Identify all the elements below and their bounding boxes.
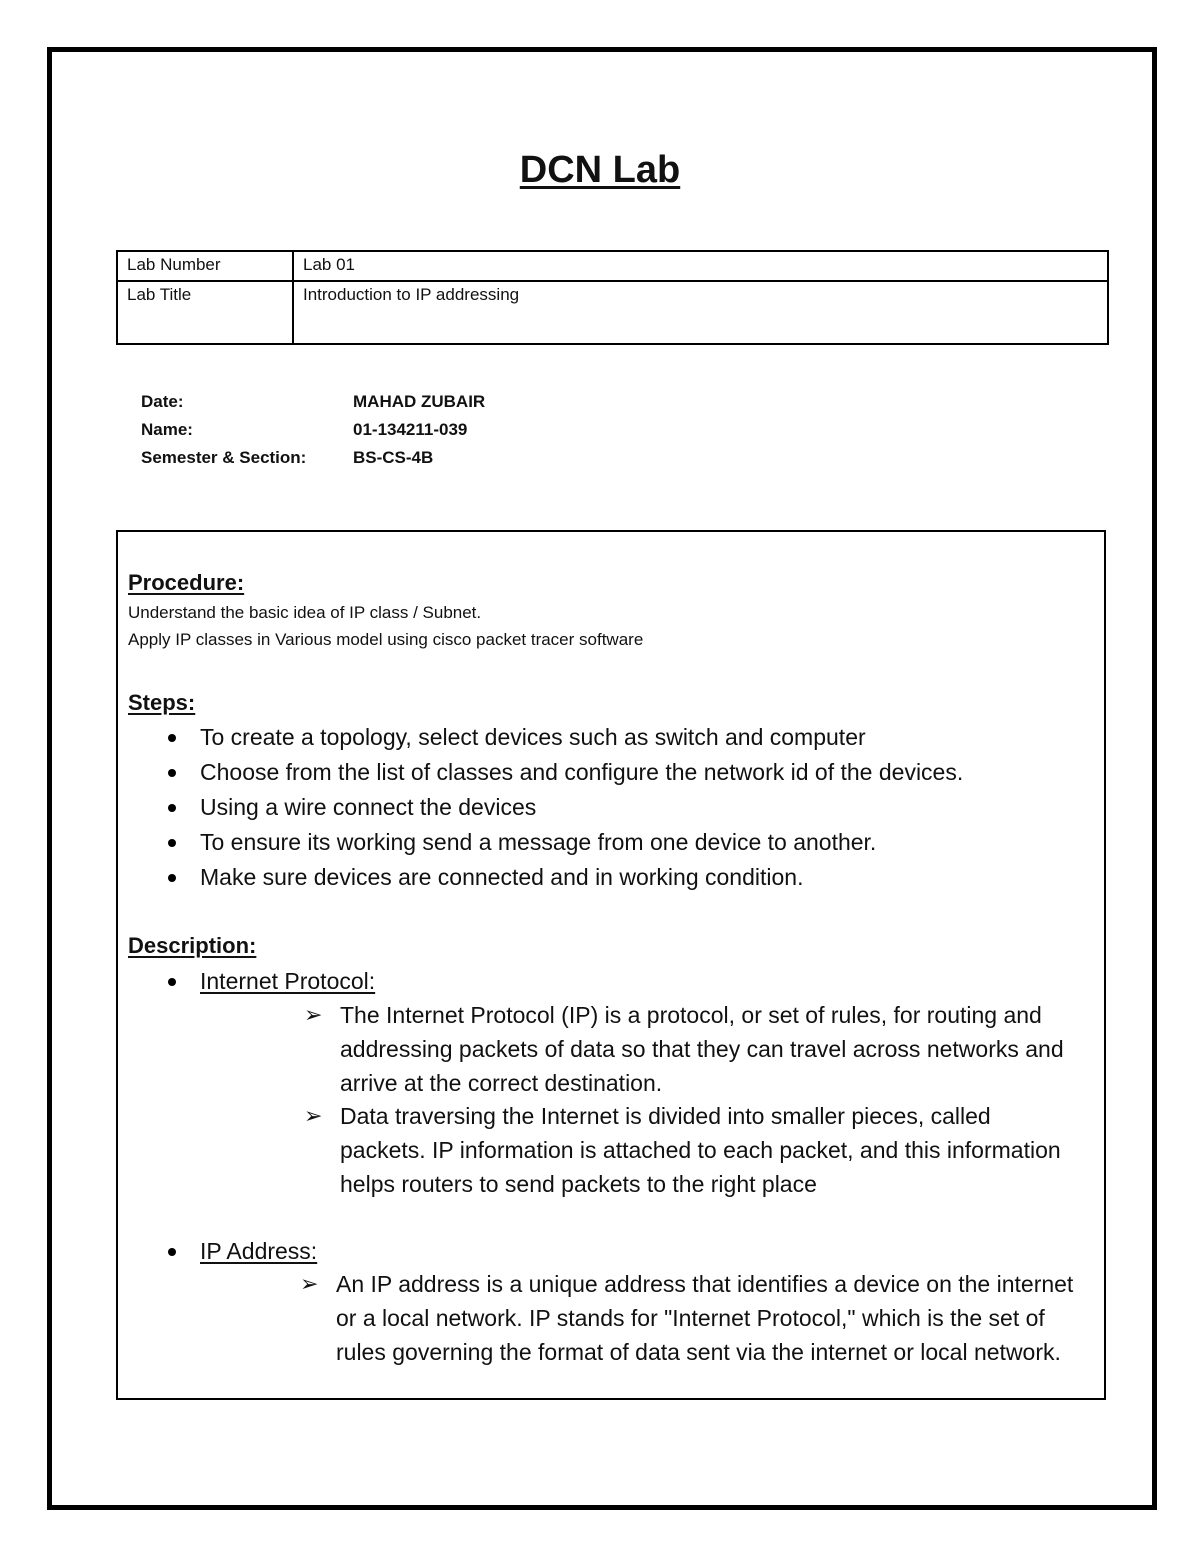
arrow-bullet-icon: ➢ [304, 1002, 323, 1027]
lab-title-value: Introduction to IP addressing [293, 281, 1108, 344]
table-row [117, 251, 1108, 281]
list-item: To ensure its working send a message from one device to another. [158, 825, 963, 860]
description-item-title: Internet Protocol: [200, 968, 376, 994]
meta-value: MAHAD ZUBAIR [353, 392, 486, 411]
description-point [300, 1267, 1096, 1369]
meta-value: BS-CS-4B [353, 448, 434, 467]
steps-list [158, 720, 963, 895]
description-heading: Description: [128, 933, 257, 958]
meta-value: 01-134211-039 [353, 420, 468, 439]
student-meta [141, 388, 485, 472]
procedure-line: Understand the basic idea of IP class / Subnet. [128, 603, 482, 622]
list-item: Choose from the list of classes and configure the network id of the devices. [158, 755, 963, 790]
meta-row-date [141, 388, 485, 416]
description-point-text: The Internet Protocol (IP) is a protocol, or set of rules, for routing and addressing packets of data so that they can travel across networks and arrive at the correct destination. [340, 1002, 1064, 1096]
steps-heading: Steps: [128, 690, 196, 715]
description-item-internet-protocol [158, 964, 375, 998]
description-point-text: An IP address is a unique address that identifies a device on the internet or a local network. IP stands for "Internet Protocol," which is the set of rules governing the format of data sent via the internet or local network. [336, 1271, 1074, 1365]
meta-label: Semester & Section: [141, 448, 307, 467]
meta-label: Date: [141, 392, 184, 411]
description-item-ip-address [158, 1234, 317, 1268]
lab-number-value: Lab 01 [293, 251, 1108, 281]
description-item-title: IP Address: [200, 1238, 318, 1264]
procedure-heading: Procedure: [128, 570, 245, 595]
list-item: Using a wire connect the devices [158, 790, 963, 825]
document-title: DCN Lab [519, 149, 681, 191]
table-row [117, 281, 1108, 344]
arrow-bullet-icon: ➢ [300, 1271, 319, 1296]
arrow-bullet-icon: ➢ [304, 1103, 323, 1128]
procedure-line: Apply IP classes in Various model using cisco packet tracer software [128, 630, 644, 649]
list-item: Make sure devices are connected and in working condition. [158, 860, 963, 895]
meta-row-semester [141, 444, 485, 472]
meta-label: Name: [141, 420, 193, 439]
lab-number-label: Lab Number [117, 251, 293, 281]
meta-row-name [141, 416, 485, 444]
description-point-text: Data traversing the Internet is divided into smaller pieces, called packets. IP information is attached to each packet, and this information helps routers to send packets to the right place [340, 1103, 1061, 1197]
description-point [304, 1099, 1080, 1201]
lab-info-table [116, 250, 1109, 345]
content-box [116, 530, 1106, 1400]
lab-title-label: Lab Title [117, 281, 293, 344]
description-point [304, 998, 1080, 1100]
list-item: To create a topology, select devices such as switch and computer [158, 720, 963, 755]
